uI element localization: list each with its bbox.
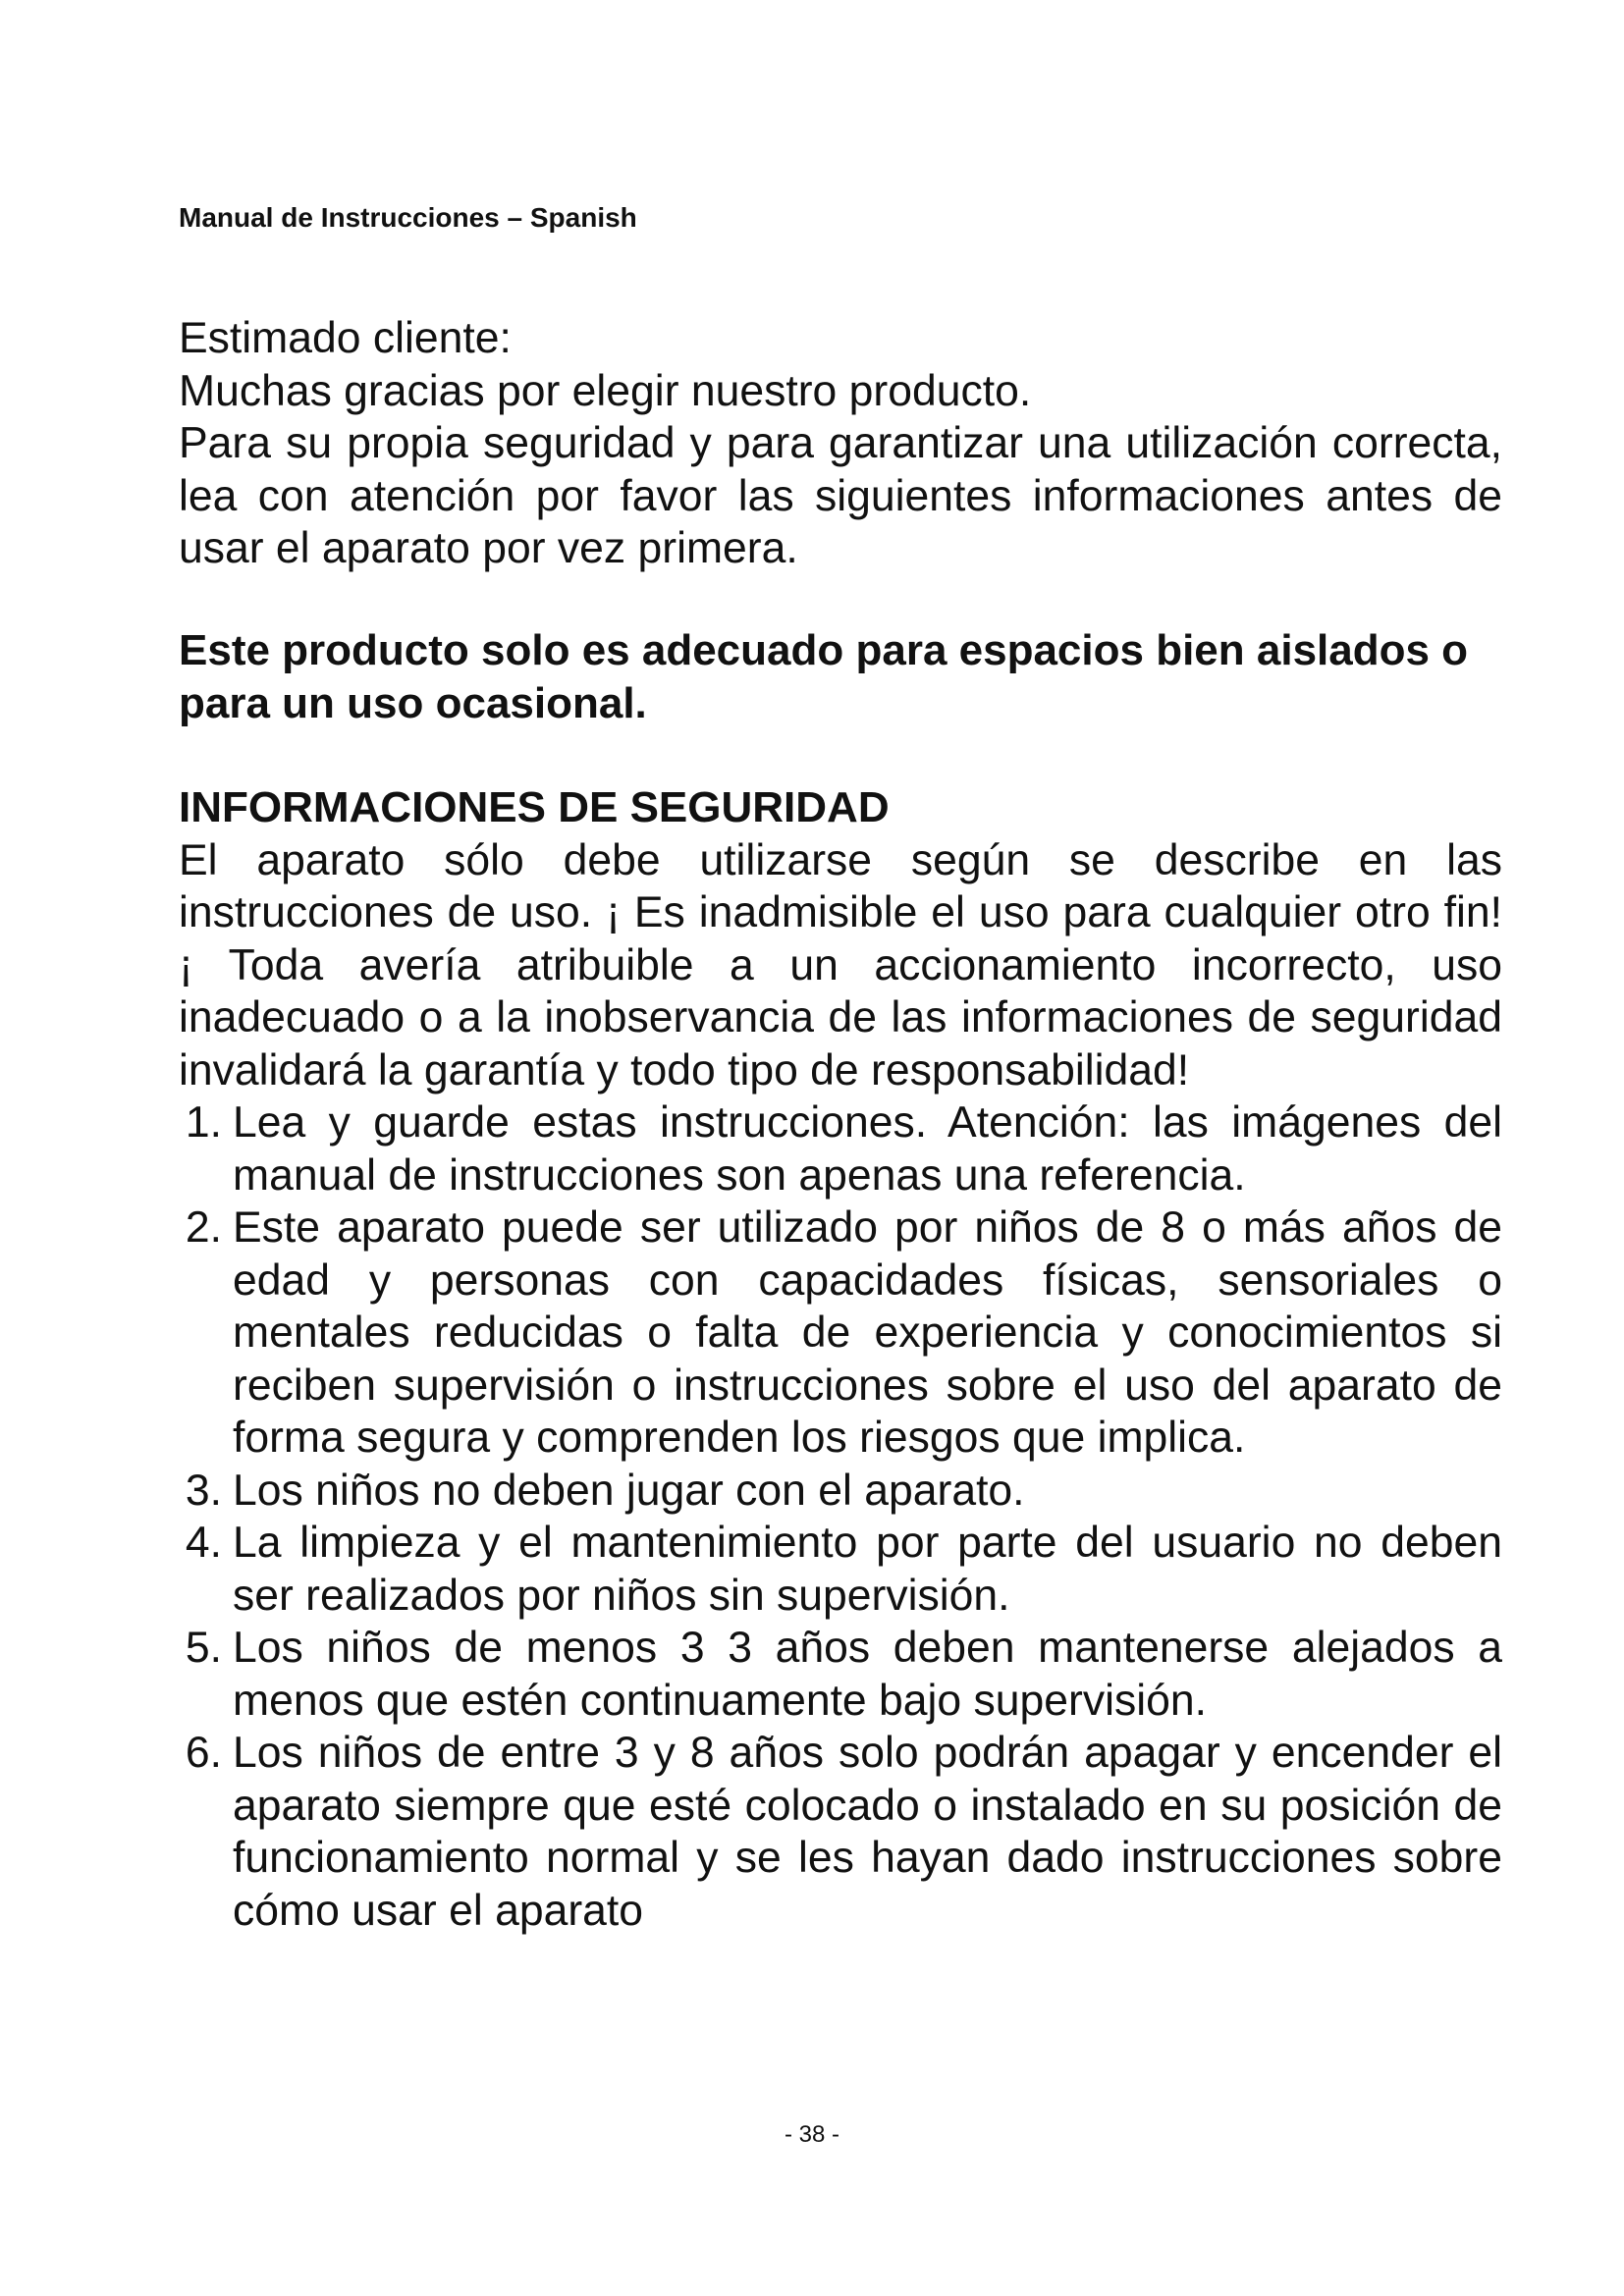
list-item bbox=[179, 1096, 1502, 1201]
list-item-number: 5. bbox=[185, 1624, 222, 1672]
list-item-text: Los niños de menos 3 3 años deben mantenerse alejados a menos que estén continuamente bajo supervisión. bbox=[233, 1624, 1502, 1725]
safety-heading: INFORMACIONES DE SEGURIDAD bbox=[179, 783, 890, 831]
list-item bbox=[179, 1622, 1502, 1727]
list-item-text: Este aparato puede ser utilizado por niños de 8 o más años de edad y personas con capacidades físicas, sensoriales o mentales reducidas o falta de experiencia y conocimientos si reciben supervisión o instrucciones sobre el uso del aparato de forma segura y comprenden los riesgos que implica. bbox=[233, 1203, 1502, 1462]
list-item-number: 1. bbox=[185, 1098, 222, 1147]
greeting: Estimado cliente: bbox=[179, 314, 512, 362]
thanks-line: Muchas gracias por elegir nuestro producto. bbox=[179, 366, 1032, 415]
list-item-number: 3. bbox=[185, 1466, 222, 1515]
list-item bbox=[179, 1727, 1502, 1937]
list-item bbox=[179, 1517, 1502, 1622]
usage-notice bbox=[179, 624, 1502, 729]
list-item-text: Los niños no deben jugar con el aparato. bbox=[233, 1466, 1025, 1515]
usage-notice-text: Este producto solo es adecuado para espacios bien aislados o para un uso ocasional. bbox=[179, 626, 1469, 727]
list-item-number: 4. bbox=[185, 1519, 222, 1567]
safety-rules-list bbox=[179, 1096, 1502, 1937]
list-item bbox=[179, 1465, 1502, 1518]
list-item-text: Los niños de entre 3 y 8 años solo podrán apagar y encender el aparato siempre que esté colocado o instalado en su posición de funcionamiento normal y se les hayan dado instrucciones sobre cómo usar el aparato bbox=[233, 1729, 1502, 1935]
page-number: - 38 - bbox=[784, 2121, 839, 2148]
safety-section bbox=[179, 781, 1502, 1937]
list-item-number: 6. bbox=[185, 1729, 222, 1777]
safety-paragraph: El aparato sólo debe utilizarse según se describe en las instrucciones de uso. ¡ Es inadmisible el uso para cualquier otro fin! ¡ Toda avería atribuible a un accionamiento incorrecto, uso inadecuado o a la inobservancia de las informaciones de seguridad invalidará la garantía y todo tipo de responsabilidad! bbox=[179, 835, 1502, 1095]
list-item-text: Lea y guarde estas instrucciones. Atención: las imágenes del manual de instrucciones son apenas una referencia. bbox=[233, 1098, 1502, 1200]
reading-advice: Para su propia seguridad y para garantizar una utilización correcta, lea con atención por favor las siguientes informaciones antes de usar el aparato por vez primera. bbox=[179, 419, 1502, 572]
intro-section bbox=[179, 312, 1502, 575]
list-item-number: 2. bbox=[185, 1203, 222, 1252]
list-item bbox=[179, 1201, 1502, 1465]
manual-header: Manual de Instrucciones – Spanish bbox=[179, 202, 637, 233]
list-item-text: La limpieza y el mantenimiento por parte del usuario no deben ser realizados por niños sin supervisión. bbox=[233, 1519, 1502, 1620]
